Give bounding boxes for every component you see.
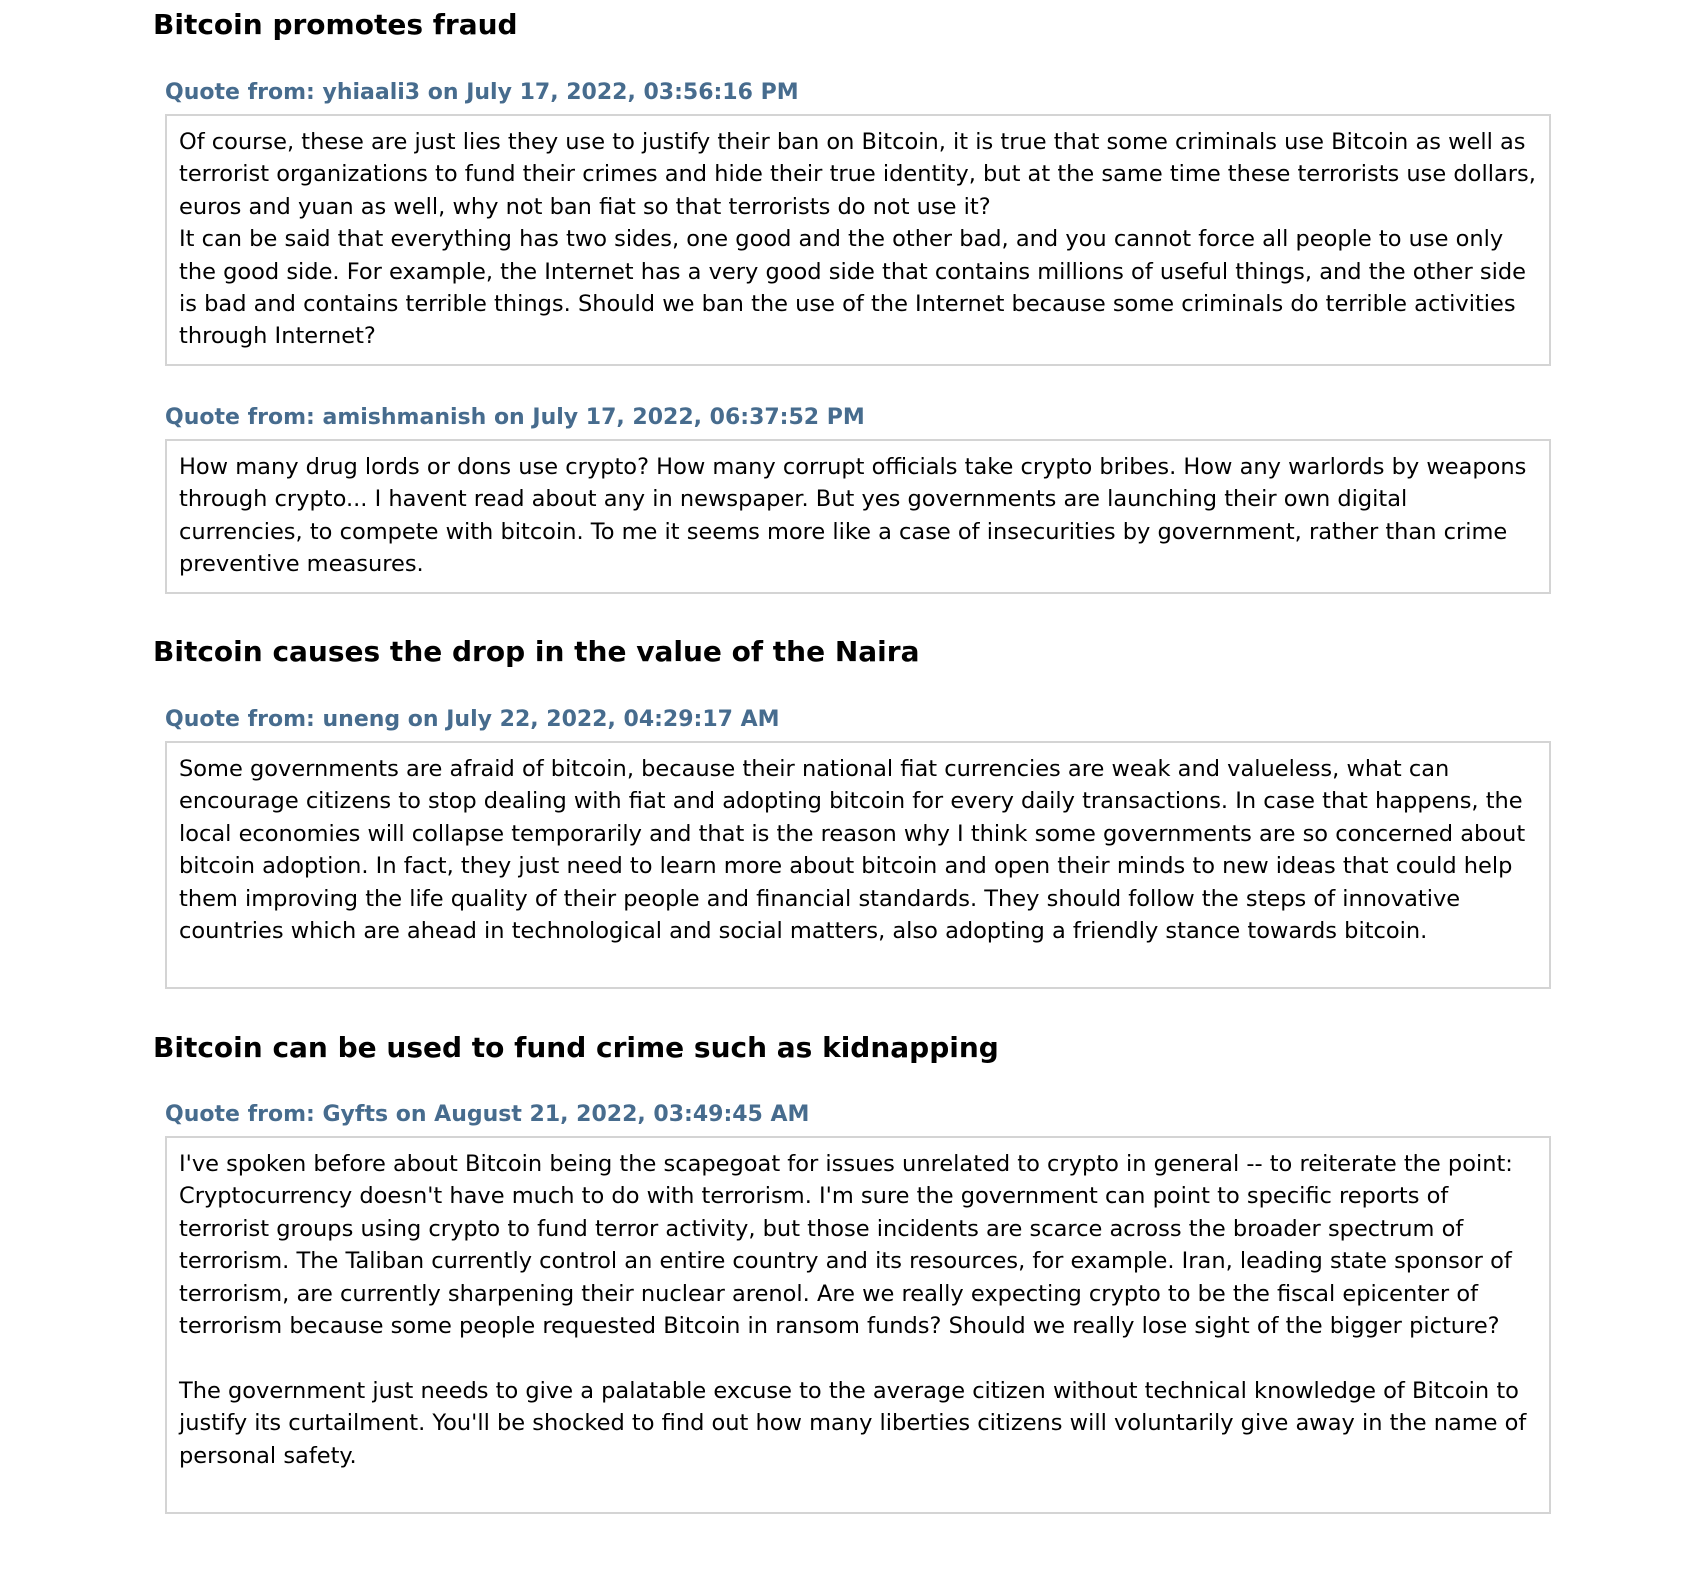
quote-block (165, 405, 1551, 594)
quote-paragraph: Of course, these are just lies they use to justify their ban on Bitcoin, it is true that some criminals use Bitcoin as well as terrorist organizations to fund their crimes and hide their true identity, but at the same time these terrorists use dollars, euros and yuan as well, why not ban fiat so that terrorists do not use it? (179, 129, 1536, 220)
section-heading-kidnapping: Bitcoin can be used to fund crime such as kidnapping (153, 1031, 999, 1064)
quote-block (165, 80, 1551, 366)
quote-header-link[interactable]: Quote from: yhiaali3 on July 17, 2022, 03:56:16 PM (165, 80, 799, 105)
quote-paragraph: How many drug lords or dons use crypto? How many corrupt officials take crypto bribes. How any warlords by weapons through crypto... I havent read about any in newspaper. But yes governments are launching their own digital currencies, to compete with bitcoin. To me it seems more like a case of insecurities by government, rather than crime preventive measures. (179, 454, 1527, 578)
quote-header-link[interactable]: Quote from: amishmanish on July 17, 2022, 06:37:52 PM (165, 405, 865, 430)
quote-body (165, 1136, 1551, 1514)
quote-header-link[interactable]: Quote from: uneng on July 22, 2022, 04:29:17 AM (165, 707, 780, 732)
quote-paragraph: The government just needs to give a palatable excuse to the average citizen without technical knowledge of Bitcoin to justify its curtailment. You'll be shocked to find out how many liberties citizens will voluntarily give away in the name of personal safety. (179, 1377, 1527, 1469)
quote-paragraph-break (179, 1342, 1537, 1374)
quote-paragraph: I've spoken before about Bitcoin being the scapegoat for issues unrelated to crypto in general -- to reiterate the point: Cryptocurrency doesn't have much to do with terrorism. I'm sure the government can point to specific reports of terrorist groups using crypto to fund terror activity, but those incidents are scarce across the broader spectrum of terrorism. The Taliban currently control an entire country and its resources, for example. Iran, leading state sponsor of terrorism, are currently sharpening their nuclear arenol. Are we really expecting crypto to be the fiscal epicenter of terrorism because some people requested Bitcoin in ransom funds? Should we really lose sight of the bigger picture? (179, 1151, 1513, 1340)
quote-paragraph: It can be said that everything has two sides, one good and the other bad, and you cannot force all people to use only the good side. For example, the Internet has a very good side that contains millions of useful things, and the other side is bad and contains terrible things. Should we ban the use of the Internet because some criminals do terrible activities through Internet? (179, 226, 1526, 350)
quote-body (165, 741, 1551, 989)
quote-paragraph: Some governments are afraid of bitcoin, because their national fiat currencies are weak and valueless, what can encourage citizens to stop dealing with fiat and adopting bitcoin for every daily transactions. In case that happens, the local economies will collapse temporarily and that is the reason why I think some governments are so concerned about bitcoin adoption. In fact, they just need to learn more about bitcoin and open their minds to new ideas that could help them improving the life quality of their people and financial standards. They should follow the steps of innovative countries which are ahead in technological and social matters, also adopting a friendly stance towards bitcoin. (179, 756, 1526, 945)
quote-body (165, 439, 1551, 594)
quote-block (165, 707, 1551, 989)
quote-body (165, 114, 1551, 366)
section-heading-fraud: Bitcoin promotes fraud (153, 8, 518, 41)
quote-block (165, 1102, 1551, 1514)
quote-header-link[interactable]: Quote from: Gyfts on August 21, 2022, 03:49:45 AM (165, 1102, 810, 1127)
section-heading-naira: Bitcoin causes the drop in the value of the Naira (153, 635, 920, 668)
